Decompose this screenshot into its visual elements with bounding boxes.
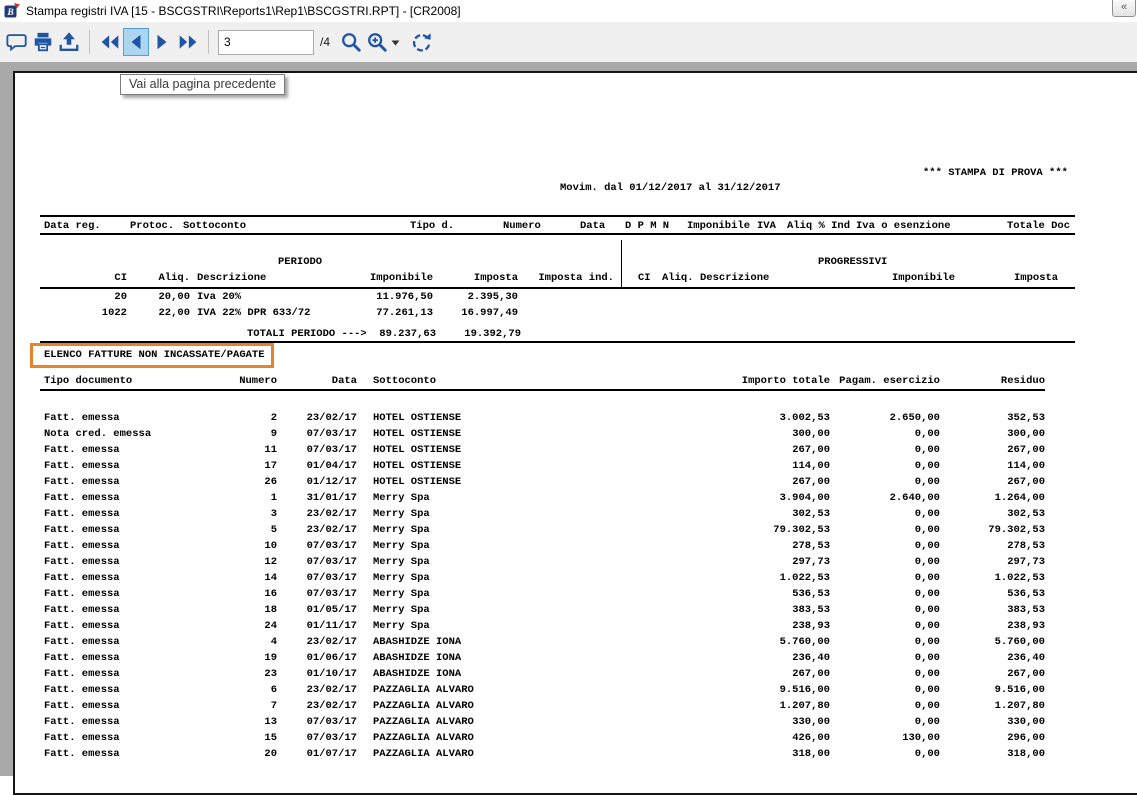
table-row: [44, 444, 1045, 460]
print-button[interactable]: [30, 28, 56, 56]
invoice-sottoconto-value: HOTEL OSTIENSE: [373, 412, 462, 424]
zoom-dropdown-caret-icon[interactable]: [391, 33, 400, 51]
invoice-data-value: 01/11/17: [306, 620, 357, 632]
periodo-col-ci: CI: [114, 272, 127, 284]
invoice-residuo-value: 302,53: [1007, 508, 1045, 520]
invoice-tipo-value: Fatt. emessa: [44, 732, 120, 744]
table-row: [44, 492, 1045, 508]
invoice-numero-value: 17: [264, 460, 277, 472]
invoice-data-value: 01/07/17: [306, 748, 357, 760]
invoice-tipo-value: Fatt. emessa: [44, 748, 120, 760]
invoice-header-row: [44, 375, 1045, 387]
totali-periodo-label: TOTALI PERIODO --->: [247, 328, 367, 340]
next-page-button[interactable]: [149, 28, 175, 56]
svg-text:B: B: [7, 8, 14, 18]
invoice-data-value: 07/03/17: [306, 540, 357, 552]
col-dpmn: D P M N: [625, 220, 670, 232]
invoice-importo-value: 330,00: [792, 716, 830, 728]
invoice-pagam-value: 0,00: [914, 604, 940, 616]
invoice-residuo-value: 296,00: [1007, 732, 1045, 744]
invoice-importo-value: 318,00: [792, 748, 830, 760]
invoice-tipo-value: Fatt. emessa: [44, 492, 120, 504]
search-icon: [340, 31, 362, 53]
invoice-numero-value: 7: [270, 700, 277, 712]
invoice-data-value: 07/03/17: [306, 444, 357, 456]
progressivi-col-imponibile: Imponibile: [892, 272, 956, 284]
periodo-col-descrizione: Descrizione: [197, 272, 267, 284]
invoice-pagam-value: 0,00: [914, 748, 940, 760]
periodo-rows: [44, 291, 518, 323]
first-page-icon: [100, 33, 120, 51]
invoice-numero-value: 14: [264, 572, 277, 584]
periodo-descrizione-value: Iva 20%: [197, 291, 242, 303]
invoice-sottoconto-value: ABASHIDZE IONA: [373, 652, 462, 664]
invoice-importo-value: 3.002,53: [779, 412, 830, 424]
invoice-data-value: 01/06/17: [306, 652, 357, 664]
periodo-col-imponibile: Imponibile: [369, 272, 433, 284]
col-iva-esenzione: Iva o esenzione: [856, 220, 951, 232]
invoice-residuo-value: 267,00: [1007, 476, 1045, 488]
invoice-importo-value: 114,00: [792, 460, 830, 472]
last-page-icon: [178, 33, 198, 51]
invoice-pagam-value: 0,00: [914, 700, 940, 712]
invoice-sottoconto-value: Merry Spa: [373, 604, 430, 616]
invoice-sottoconto-value: HOTEL OSTIENSE: [373, 428, 462, 440]
invoice-numero-value: 20: [264, 748, 277, 760]
invoice-pagam-value: 0,00: [914, 620, 940, 632]
window-title: Stampa registri IVA [15 - BSCGSTRI\Reports1\Rep1\BSCGSTRI.RPT] - [CR2008]: [26, 4, 461, 18]
table-row: [44, 668, 1045, 684]
invoice-importo-value: 1.207,80: [779, 700, 830, 712]
invoice-sottoconto-value: Merry Spa: [373, 492, 430, 504]
next-page-icon: [154, 33, 170, 51]
invoice-importo-value: 5.760,00: [779, 636, 830, 648]
invoice-tipo-value: Fatt. emessa: [44, 668, 120, 680]
periodo-descrizione-value: IVA 22% DPR 633/72: [197, 307, 311, 319]
progressivi-col-imposta: Imposta: [1014, 272, 1059, 284]
invoice-data-value: 07/03/17: [306, 732, 357, 744]
horizontal-rule: [40, 287, 1075, 289]
invoice-residuo-value: 79.302,53: [988, 524, 1045, 536]
col-imponibile: Imponibile: [687, 220, 751, 232]
last-page-button[interactable]: [175, 28, 201, 56]
invoice-sottoconto-value: HOTEL OSTIENSE: [373, 460, 462, 472]
col-totale-doc: Totale Doc: [1007, 220, 1071, 232]
invoice-pagam-value: 0,00: [914, 524, 940, 536]
table-row: [44, 572, 1045, 588]
invoice-data-value: 01/12/17: [306, 476, 357, 488]
horizontal-rule: [40, 389, 1045, 391]
tooltip: Vai alla pagina precedente: [120, 74, 285, 95]
invoice-col-pagam: Pagam. esercizio: [839, 375, 940, 387]
invoice-importo-value: 267,00: [792, 668, 830, 680]
periodo-ci-value: 20: [114, 291, 127, 303]
invoice-importo-value: 278,53: [792, 540, 830, 552]
invoice-numero-value: 3: [270, 508, 277, 520]
invoice-residuo-value: 267,00: [1007, 444, 1045, 456]
invoice-data-value: 01/05/17: [306, 604, 357, 616]
invoice-tipo-value: Fatt. emessa: [44, 412, 120, 424]
table-row: [44, 716, 1045, 732]
table-row: [44, 524, 1045, 540]
collapse-panel-button[interactable]: «: [1112, 0, 1136, 17]
table-row: [44, 700, 1045, 716]
col-data-reg: Data reg.: [44, 220, 101, 232]
invoice-residuo-value: 5.760,00: [994, 636, 1045, 648]
zoom-button[interactable]: [364, 28, 390, 56]
totali-imponibile-value: 89.237,63: [379, 328, 436, 340]
periodo-aliq-value: 20,00: [158, 291, 190, 303]
col-aliq-ind: Aliq % Ind: [787, 220, 851, 232]
invoice-col-numero: Numero: [239, 375, 277, 387]
invoice-tipo-value: Fatt. emessa: [44, 444, 120, 456]
invoice-numero-value: 16: [264, 588, 277, 600]
invoice-tipo-value: Fatt. emessa: [44, 636, 120, 648]
viewer-toolbar: [0, 22, 1137, 62]
invoice-data-value: 23/02/17: [306, 412, 357, 424]
invoice-tipo-value: Fatt. emessa: [44, 716, 120, 728]
invoice-pagam-value: 0,00: [914, 428, 940, 440]
invoice-sottoconto-value: ABASHIDZE IONA: [373, 668, 462, 680]
invoice-pagam-value: 0,00: [914, 540, 940, 552]
invoice-data-value: 23/02/17: [306, 524, 357, 536]
invoice-numero-value: 15: [264, 732, 277, 744]
invoice-residuo-value: 318,00: [1007, 748, 1045, 760]
invoice-importo-value: 426,00: [792, 732, 830, 744]
invoice-importo-value: 1.022,53: [779, 572, 830, 584]
invoice-residuo-value: 278,53: [1007, 540, 1045, 552]
refresh-button[interactable]: [408, 28, 434, 56]
progressivi-title: PROGRESSIVI: [818, 256, 888, 268]
table-row: [44, 636, 1045, 652]
invoice-numero-value: 24: [264, 620, 277, 632]
invoice-importo-value: 297,73: [792, 556, 830, 568]
invoice-importo-value: 536,53: [792, 588, 830, 600]
invoice-sottoconto-value: ABASHIDZE IONA: [373, 636, 462, 648]
vertical-divider: [621, 240, 622, 287]
totali-imposta-value: 19.392,79: [464, 328, 521, 340]
periodo-row: [44, 307, 518, 323]
table-row: [44, 604, 1045, 620]
comment-panel-button[interactable]: [4, 28, 30, 56]
invoice-residuo-value: 1.022,53: [994, 572, 1045, 584]
invoice-col-data: Data: [331, 375, 357, 387]
first-page-button[interactable]: [97, 28, 123, 56]
periodo-col-imposta-ind: Imposta ind.: [538, 272, 614, 284]
invoice-pagam-value: 0,00: [914, 636, 940, 648]
invoice-data-value: 07/03/17: [306, 572, 357, 584]
horizontal-rule: [40, 233, 1075, 235]
col-sottoconto: Sottoconto: [183, 220, 247, 232]
invoice-pagam-value: 0,00: [914, 668, 940, 680]
invoice-sottoconto-value: HOTEL OSTIENSE: [373, 476, 462, 488]
invoice-data-value: 07/03/17: [306, 428, 357, 440]
periodo-imposta-value: 16.997,49: [461, 307, 518, 319]
table-row: [44, 620, 1045, 636]
col-protoc: Protoc.: [130, 220, 175, 232]
zoom-in-icon: [366, 31, 388, 53]
invoice-residuo-value: 297,73: [1007, 556, 1045, 568]
invoice-tipo-value: Fatt. emessa: [44, 684, 120, 696]
invoice-tipo-value: Fatt. emessa: [44, 540, 120, 552]
invoice-importo-value: 79.302,53: [773, 524, 830, 536]
watermark-label: *** STAMPA DI PROVA ***: [923, 167, 1068, 179]
toolbar-separator: [89, 30, 90, 54]
invoice-sottoconto-value: PAZZAGLIA ALVARO: [373, 684, 474, 696]
invoice-numero-value: 4: [270, 636, 277, 648]
invoice-tipo-value: Fatt. emessa: [44, 588, 120, 600]
invoice-sottoconto-value: HOTEL OSTIENSE: [373, 444, 462, 456]
invoice-numero-value: 9: [270, 428, 277, 440]
invoice-numero-value: 2: [270, 412, 277, 424]
search-button[interactable]: [338, 28, 364, 56]
table-row: [44, 460, 1045, 476]
invoice-numero-value: 19: [264, 652, 277, 664]
periodo-imponibile-value: 77.261,13: [376, 307, 433, 319]
invoice-sottoconto-value: Merry Spa: [373, 572, 430, 584]
invoice-tipo-value: Fatt. emessa: [44, 604, 120, 616]
invoice-data-value: 23/02/17: [306, 700, 357, 712]
invoice-sottoconto-value: PAZZAGLIA ALVARO: [373, 700, 474, 712]
invoice-pagam-value: 0,00: [914, 652, 940, 664]
page-number-input[interactable]: [218, 30, 314, 55]
invoice-tipo-value: Fatt. emessa: [44, 652, 120, 664]
report-page: [13, 71, 1137, 795]
invoice-residuo-value: 352,53: [1007, 412, 1045, 424]
invoice-col-importo: Importo totale: [741, 375, 830, 387]
invoice-pagam-value: 0,00: [914, 476, 940, 488]
printer-icon: [32, 31, 54, 53]
horizontal-rule: [40, 215, 1075, 217]
invoice-pagam-value: 0,00: [914, 716, 940, 728]
invoice-importo-value: 238,93: [792, 620, 830, 632]
period-range-label: Movim. dal 01/12/2017 al 31/12/2017: [560, 182, 781, 194]
periodo-imponibile-value: 11.976,50: [376, 291, 433, 303]
invoice-data-value: 01/04/17: [306, 460, 357, 472]
invoice-numero-value: 26: [264, 476, 277, 488]
col-iva: IVA: [757, 220, 776, 232]
col-tipo-d: Tipo d.: [410, 220, 455, 232]
elenco-title: ELENCO FATTURE NON INCASSATE/PAGATE: [44, 349, 265, 361]
table-row: [44, 684, 1045, 700]
invoice-residuo-value: 330,00: [1007, 716, 1045, 728]
invoice-numero-value: 6: [270, 684, 277, 696]
invoice-numero-value: 13: [264, 716, 277, 728]
invoice-sottoconto-value: Merry Spa: [373, 540, 430, 552]
invoice-col-tipo: Tipo documento: [44, 375, 133, 387]
invoice-tipo-value: Fatt. emessa: [44, 460, 120, 472]
invoice-sottoconto-value: PAZZAGLIA ALVARO: [373, 716, 474, 728]
invoice-numero-value: 12: [264, 556, 277, 568]
table-row: [44, 476, 1045, 492]
table-row: [44, 540, 1045, 556]
invoice-sottoconto-value: PAZZAGLIA ALVARO: [373, 748, 474, 760]
periodo-aliq-value: 22,00: [158, 307, 190, 319]
invoice-numero-value: 18: [264, 604, 277, 616]
speech-bubble-icon: [6, 31, 28, 53]
invoice-importo-value: 3.904,00: [779, 492, 830, 504]
invoice-importo-value: 302,53: [792, 508, 830, 520]
table-row: [44, 428, 1045, 444]
invoice-pagam-value: 0,00: [914, 444, 940, 456]
col-data: Data: [580, 220, 606, 232]
invoice-residuo-value: 267,00: [1007, 668, 1045, 680]
periodo-col-imposta: Imposta: [473, 272, 518, 284]
invoice-sottoconto-value: Merry Spa: [373, 524, 430, 536]
invoice-tipo-value: Fatt. emessa: [44, 524, 120, 536]
table-row: [44, 508, 1045, 524]
invoice-numero-value: 1: [270, 492, 277, 504]
invoice-importo-value: 267,00: [792, 476, 830, 488]
invoice-pagam-value: 0,00: [914, 508, 940, 520]
toolbar-separator: [208, 30, 209, 54]
invoice-residuo-value: 238,93: [1007, 620, 1045, 632]
progressivi-col-ci: CI: [638, 272, 651, 284]
invoice-residuo-value: 9.516,00: [994, 684, 1045, 696]
invoice-tipo-value: Fatt. emessa: [44, 556, 120, 568]
invoice-tipo-value: Fatt. emessa: [44, 476, 120, 488]
previous-page-icon: [128, 33, 144, 51]
invoice-col-sottoconto: Sottoconto: [373, 375, 437, 387]
invoice-pagam-value: 0,00: [914, 572, 940, 584]
previous-page-button[interactable]: [123, 28, 149, 56]
invoice-sottoconto-value: PAZZAGLIA ALVARO: [373, 732, 474, 744]
periodo-imposta-value: 2.395,30: [467, 291, 518, 303]
export-icon: [58, 31, 80, 53]
invoice-importo-value: 300,00: [792, 428, 830, 440]
invoice-importo-value: 383,53: [792, 604, 830, 616]
invoice-numero-value: 23: [264, 668, 277, 680]
invoice-col-residuo: Residuo: [1000, 375, 1045, 387]
invoice-numero-value: 11: [264, 444, 277, 456]
progressivi-col-descrizione: Descrizione: [700, 272, 770, 284]
invoice-data-value: 31/01/17: [306, 492, 357, 504]
table-row: [44, 732, 1045, 748]
invoice-importo-value: 9.516,00: [779, 684, 830, 696]
table-row: [44, 652, 1045, 668]
invoice-pagam-value: 0,00: [914, 460, 940, 472]
invoice-data-value: 23/02/17: [306, 684, 357, 696]
invoice-tipo-value: Fatt. emessa: [44, 700, 120, 712]
table-row: [44, 556, 1045, 572]
table-row: [44, 748, 1045, 764]
export-button[interactable]: [56, 28, 82, 56]
invoice-pagam-value: 0,00: [914, 588, 940, 600]
invoice-data-value: 07/03/17: [306, 716, 357, 728]
invoice-pagam-value: 0,00: [914, 684, 940, 696]
crystal-reports-app-icon: [4, 3, 20, 19]
table-row: [44, 588, 1045, 604]
invoice-data-value: 23/02/17: [306, 508, 357, 520]
periodo-header-row: [44, 272, 614, 284]
invoice-numero-value: 5: [270, 524, 277, 536]
report-canvas: [0, 62, 1137, 776]
invoice-pagam-value: 130,00: [902, 732, 940, 744]
invoice-pagam-value: 2.650,00: [889, 412, 940, 424]
invoice-sottoconto-value: Merry Spa: [373, 620, 430, 632]
title-bar: [0, 0, 1137, 22]
invoice-data-value: 07/03/17: [306, 588, 357, 600]
invoice-tipo-value: Fatt. emessa: [44, 620, 120, 632]
progressivi-col-aliq: Aliq.: [662, 272, 694, 284]
invoice-data-value: 07/03/17: [306, 556, 357, 568]
invoice-residuo-value: 1.264,00: [994, 492, 1045, 504]
invoice-tipo-value: Nota cred. emessa: [44, 428, 152, 440]
page-total-label: /4: [320, 35, 331, 49]
invoice-residuo-value: 114,00: [1007, 460, 1045, 472]
invoice-tipo-value: Fatt. emessa: [44, 508, 120, 520]
invoice-data-value: 01/10/17: [306, 668, 357, 680]
invoice-importo-value: 267,00: [792, 444, 830, 456]
col-numero: Numero: [503, 220, 541, 232]
periodo-row: [44, 291, 518, 307]
invoice-pagam-value: 0,00: [914, 556, 940, 568]
invoice-numero-value: 10: [264, 540, 277, 552]
refresh-icon: [410, 31, 432, 53]
periodo-title: PERIODO: [278, 256, 323, 268]
invoice-residuo-value: 1.207,80: [994, 700, 1045, 712]
invoice-importo-value: 236,40: [792, 652, 830, 664]
invoice-sottoconto-value: Merry Spa: [373, 588, 430, 600]
periodo-ci-value: 1022: [101, 307, 127, 319]
table-row: [44, 412, 1045, 428]
invoice-residuo-value: 300,00: [1007, 428, 1045, 440]
invoice-rows: [44, 412, 1045, 764]
invoice-pagam-value: 2.640,00: [889, 492, 940, 504]
invoice-sottoconto-value: Merry Spa: [373, 556, 430, 568]
periodo-col-aliq: Aliq.: [158, 272, 190, 284]
invoice-residuo-value: 236,40: [1007, 652, 1045, 664]
invoice-residuo-value: 383,53: [1007, 604, 1045, 616]
invoice-sottoconto-value: Merry Spa: [373, 508, 430, 520]
invoice-data-value: 23/02/17: [306, 636, 357, 648]
invoice-residuo-value: 536,53: [1007, 588, 1045, 600]
invoice-tipo-value: Fatt. emessa: [44, 572, 120, 584]
